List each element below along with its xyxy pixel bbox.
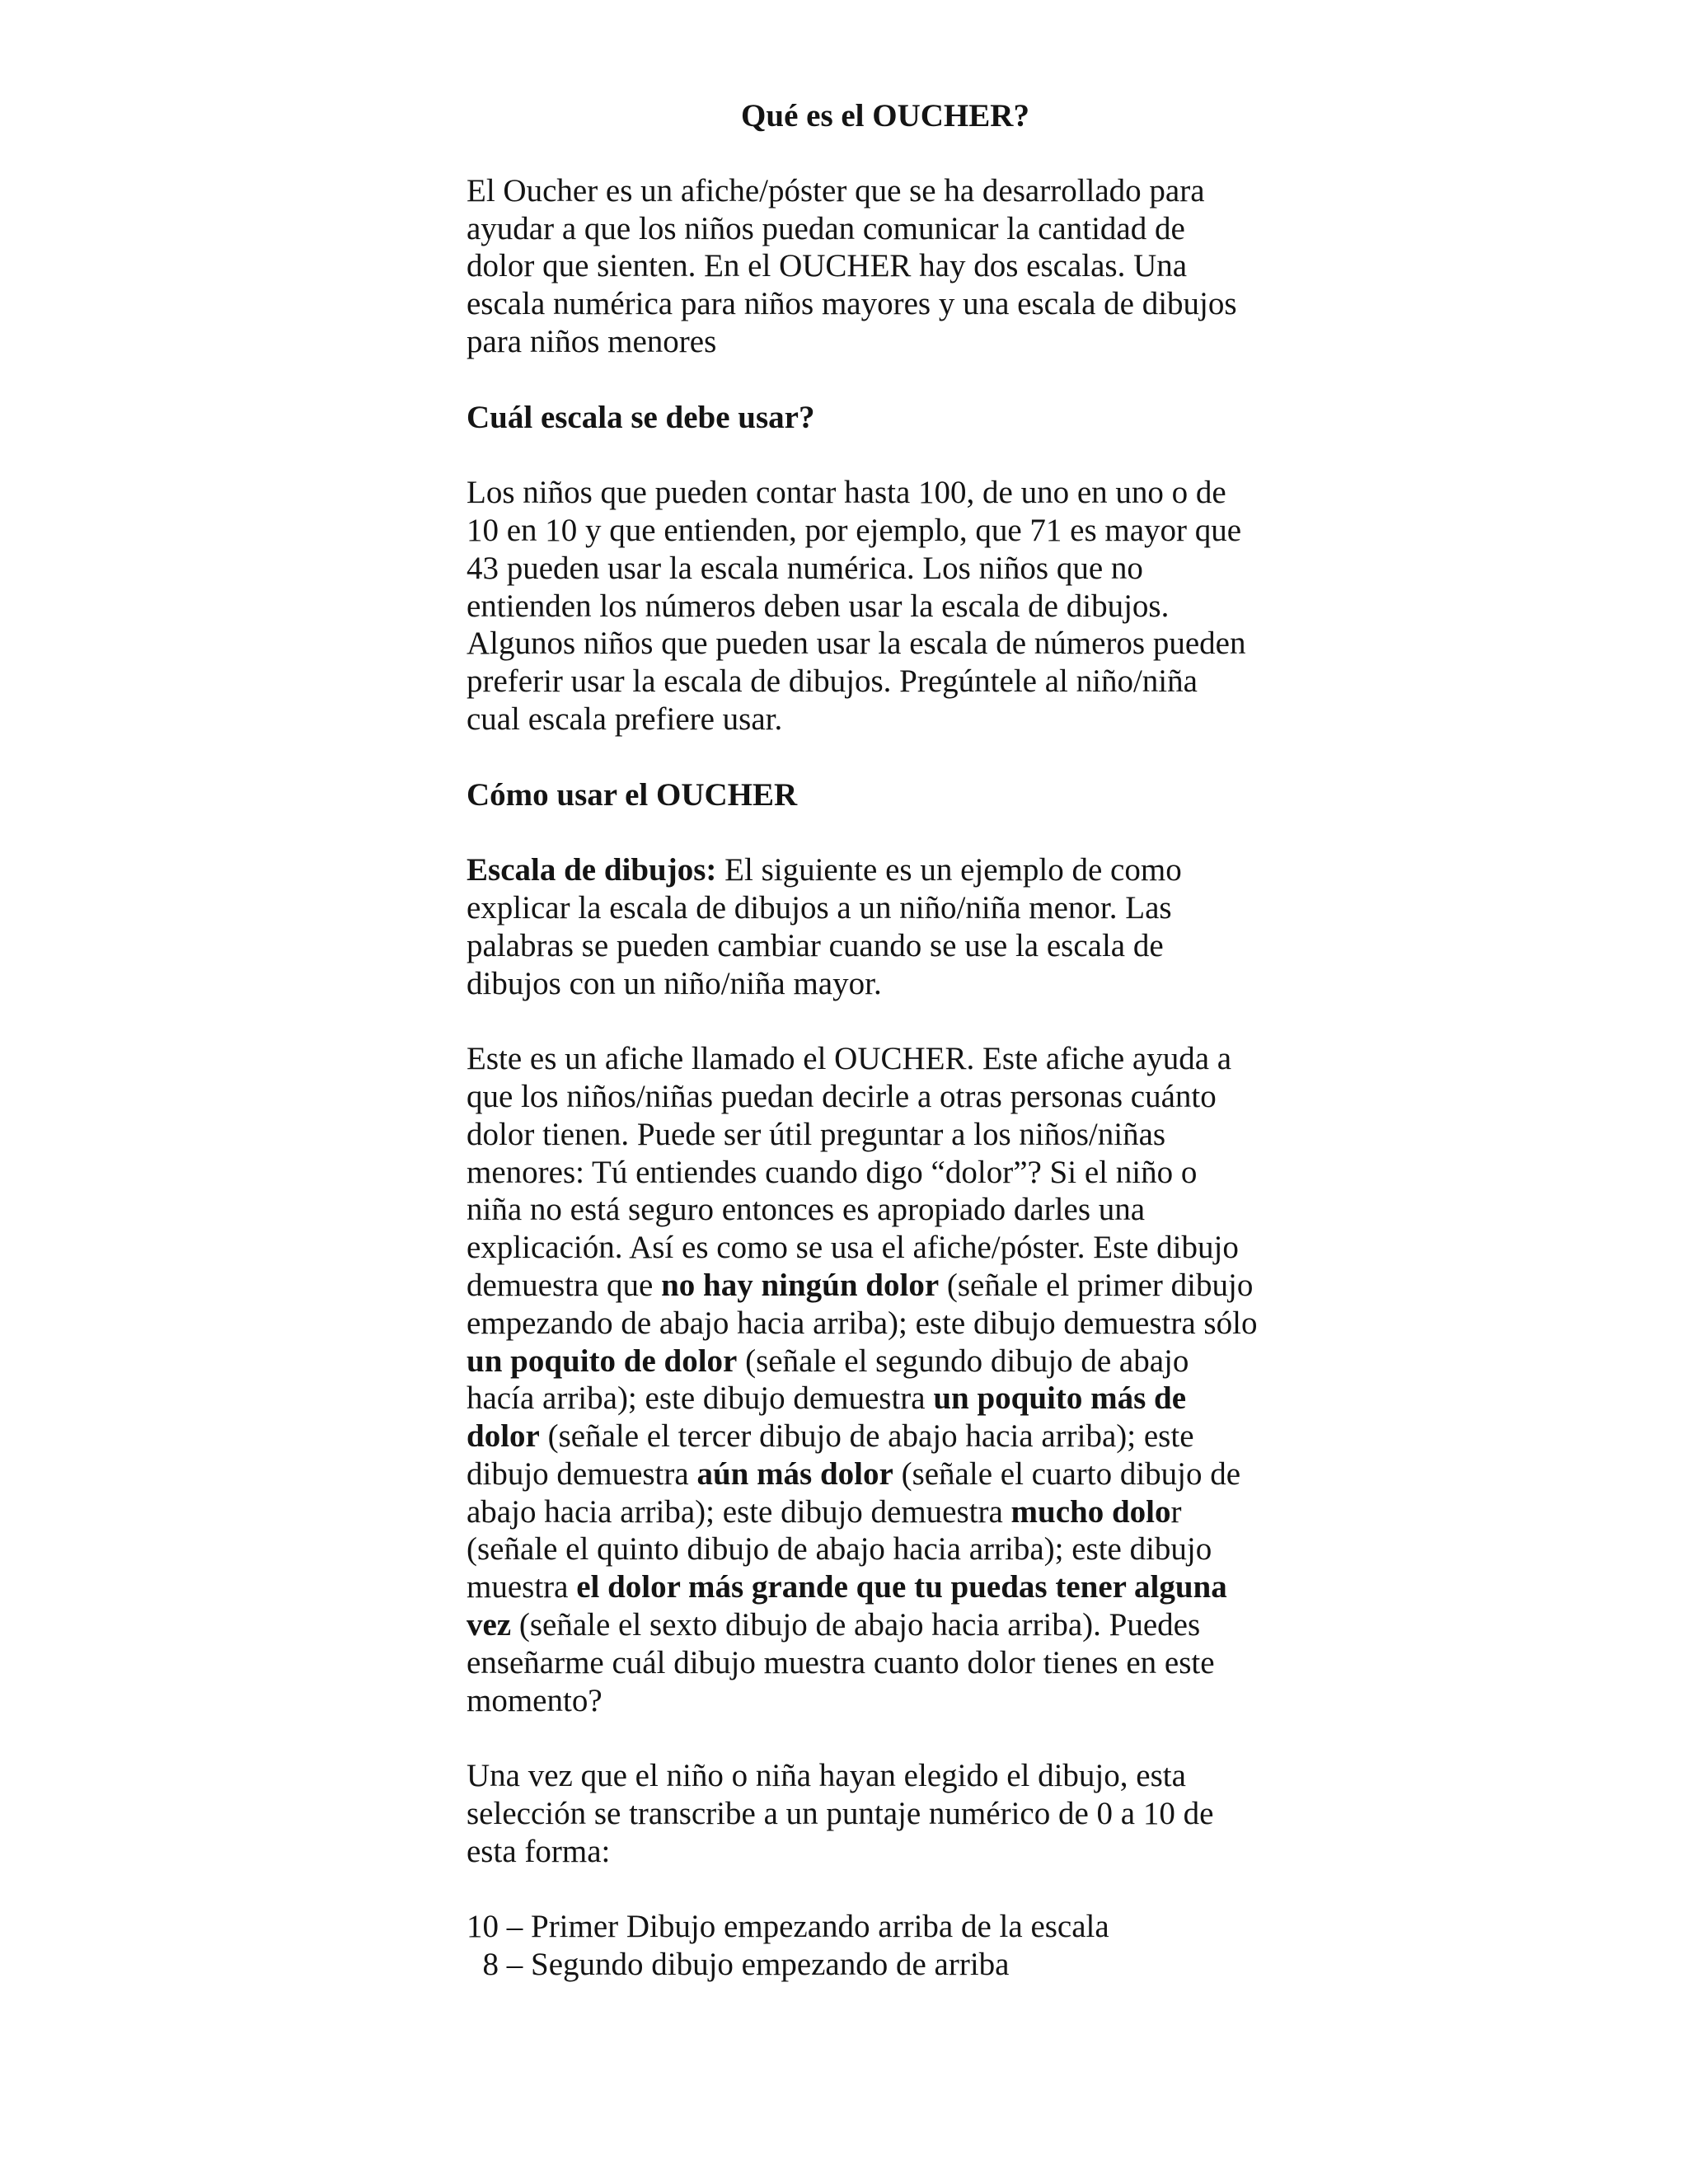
explanation-text: Este es un afiche llamado el OUCHER. Este afiche ayuda a que los niños/niñas puedan decirle a otras personas cuánto dolor tienen. Puede ser útil preguntar a los niños/niñas menores: Tú entiendes cuando digo “dolor”? Si el niño o niña no está seguro entonces es apropiado darles una explicación. Así es como se usa el afiche/póster. Este dibujo demuestra que — [467, 1041, 1239, 1303]
emphasis-lot-of-pain: mucho dolo — [1010, 1493, 1171, 1530]
picture-scale-text: El siguiente es un ejemplo de como explicar la escala de dibujos a un niño/niña menor. Las palabras se pueden cambiar cuando se use la escala de dibujos con un niño/niña mayor. — [467, 852, 1182, 1001]
transcribe-paragraph: Una vez que el niño o niña hayan elegido el dibujo, esta selección se transcribe a un puntaje numérico de 0 a 10 de esta forma: — [467, 1758, 1214, 1869]
heading-which-scale: Cuál escala se debe usar? — [467, 399, 815, 435]
text-column — [467, 97, 1258, 1984]
emphasis-little-more-pain: un poquito más de dolor — [467, 1380, 1187, 1455]
emphasis-worst-pain: el dolor más grande que tu puedas tener alguna vez — [467, 1569, 1227, 1643]
which-scale-paragraph: Los niños que pueden contar hasta 100, de uno en uno o de 10 en 10 y que entienden, por ejemplo, que 71 es mayor que 43 pueden usar la escala numérica. Los niños que no entienden los números deben usar la escala de dibujos. Algunos niños que pueden usar la escala de números pueden preferir usar la escala de dibujos. Pregúntele al niño/niña cual escala prefiere usar. — [467, 475, 1246, 737]
score-list-item: 10 – Primer Dibujo empezando arriba de la escala — [467, 1909, 1109, 1945]
explanation-text: r (señale el quinto dibujo de abajo hacia arriba); este dibujo muestra — [467, 1493, 1212, 1605]
emphasis-even-more-pain: aún más dolor — [696, 1455, 893, 1492]
explanation-text: (señale el sexto dibujo de abajo hacia arriba). Puedes enseñarme cuál dibujo muestra cuanto dolor tienes en este momento? — [467, 1607, 1215, 1718]
score-list-item: 8 – Segundo dibujo empezando de arriba — [467, 1947, 1010, 1983]
heading-how-to-use: Cómo usar el OUCHER — [467, 776, 798, 813]
intro-paragraph: El Oucher es un afiche/póster que se ha desarrollado para ayudar a que los niños puedan comunicar la cantidad de dolor que sienten. En el OUCHER hay dos escalas. Una escala numérica para niños mayores y una escala de dibujos para niños menores — [467, 172, 1237, 359]
document-title: Qué es el OUCHER? — [741, 98, 1029, 134]
emphasis-no-pain: no hay ningún dolor — [661, 1267, 940, 1303]
explanation-text: (señale el segundo dibujo de abajo hacía arriba); este dibujo demuestra — [467, 1343, 1189, 1417]
explanation-paragraph — [467, 1040, 1258, 1719]
picture-scale-paragraph — [467, 851, 1258, 1002]
explanation-text: (señale el tercer dibujo de abajo hacia arriba); este dibujo demuestra — [467, 1418, 1194, 1492]
picture-scale-label: Escala de dibujos: — [467, 852, 717, 888]
explanation-text: (señale el cuarto dibujo de abajo hacia arriba); este dibujo demuestra — [467, 1455, 1241, 1530]
emphasis-little-pain: un poquito de dolor — [467, 1343, 738, 1379]
explanation-text: (señale el primer dibujo empezando de abajo hacia arriba); este dibujo demuestra sólo — [467, 1267, 1258, 1341]
